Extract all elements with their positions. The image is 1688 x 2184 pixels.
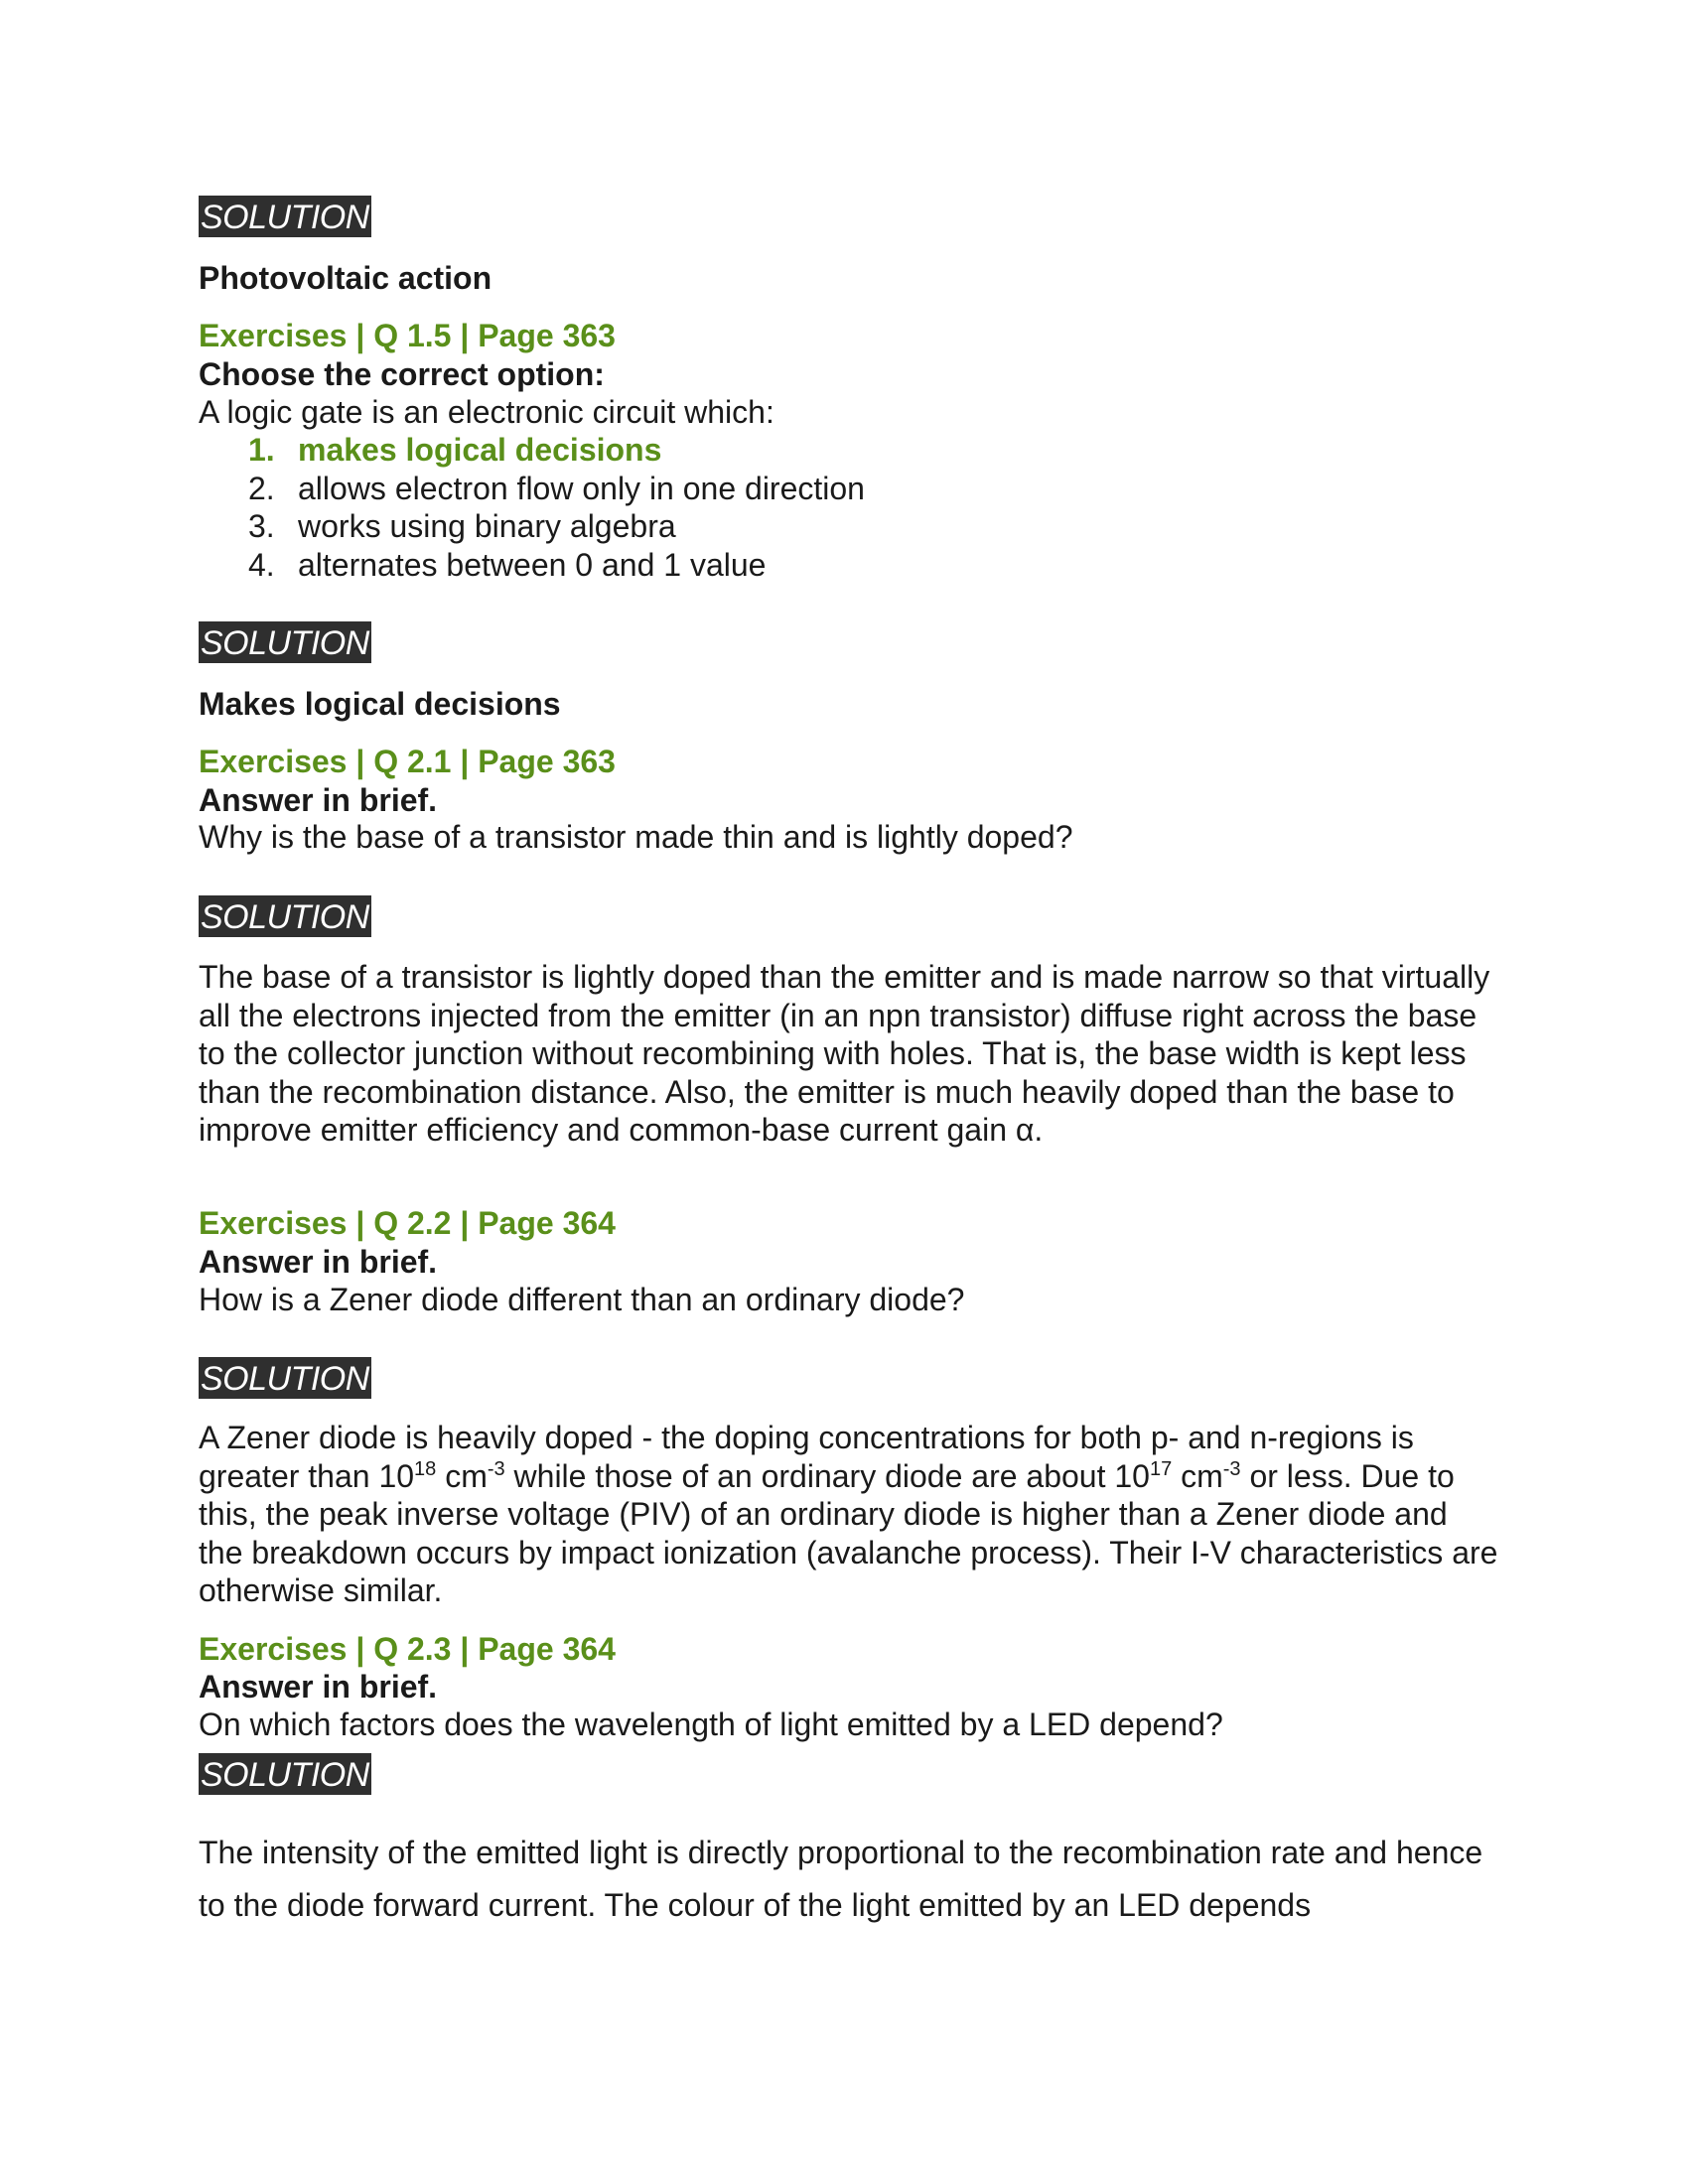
option-item: 3. works using binary algebra xyxy=(248,508,676,544)
answer-text: Photovoltaic action xyxy=(199,260,492,296)
question-instruction: Answer in brief. xyxy=(199,782,438,818)
question-reference: Exercises | Q 1.5 | Page 363 xyxy=(199,318,616,353)
answer-paragraph: The base of a transistor is lightly doped than the emitter and is made narrow so that virtually all the electrons injected from the emitter (in an npn transistor) diffuse right across the base to the collector junction without recombining with holes. That is, the base width is kept less than the recombination distance. Also, the emitter is much heavily doped than the base to improve emitter efficiency and common-base current gain α. xyxy=(199,959,1490,1148)
question-text: On which factors does the wavelength of light emitted by a LED depend? xyxy=(199,1706,1223,1742)
question-instruction: Answer in brief. xyxy=(199,1244,438,1280)
option-item: 4. alternates between 0 and 1 value xyxy=(248,546,767,583)
option-item-correct: 1. makes logical decisions xyxy=(248,432,662,468)
answer-paragraph: A Zener diode is heavily doped - the doping concentrations for both p- and n-regions is greater than $10^{18}$ $cm^{-3}$ while those of an ordinary diode are about $10^{17}$ $cm^{-3}$ or less. Due to this, the peak inverse voltage (PIV) of an ordinary diode is higher than a Zener diode and the breakdown occurs by impact ionization (avalanche process). Their I-V characteristics are otherwise similar. xyxy=(199,1420,1498,1608)
answer-text: Makes logical decisions xyxy=(199,686,561,722)
question-instruction: Choose the correct option: xyxy=(199,356,605,392)
question-reference: Exercises | Q 2.2 | Page 364 xyxy=(199,1205,616,1241)
solution-label: SOLUTION xyxy=(199,895,371,937)
question-text: A logic gate is an electronic circuit which: xyxy=(199,394,774,430)
question-text: Why is the base of a transistor made thin and is lightly doped? xyxy=(199,819,1073,855)
answer-paragraph: The intensity of the emitted light is directly proportional to the recombination rate and hence to the diode forward current. The colour of the light emitted by an LED depends xyxy=(199,1835,1483,1923)
question-reference: Exercises | Q 2.1 | Page 363 xyxy=(199,744,616,779)
solution-label: SOLUTION xyxy=(199,1753,371,1795)
options-list xyxy=(199,431,865,584)
solution-label: SOLUTION xyxy=(199,196,371,237)
question-instruction: Answer in brief. xyxy=(199,1669,438,1705)
question-text: How is a Zener diode different than an ordinary diode? xyxy=(199,1282,965,1317)
solution-label: SOLUTION xyxy=(199,1357,371,1399)
solution-label: SOLUTION xyxy=(199,621,371,663)
question-reference: Exercises | Q 2.3 | Page 364 xyxy=(199,1631,616,1667)
option-item: 2. allows electron flow only in one direction xyxy=(248,470,865,506)
